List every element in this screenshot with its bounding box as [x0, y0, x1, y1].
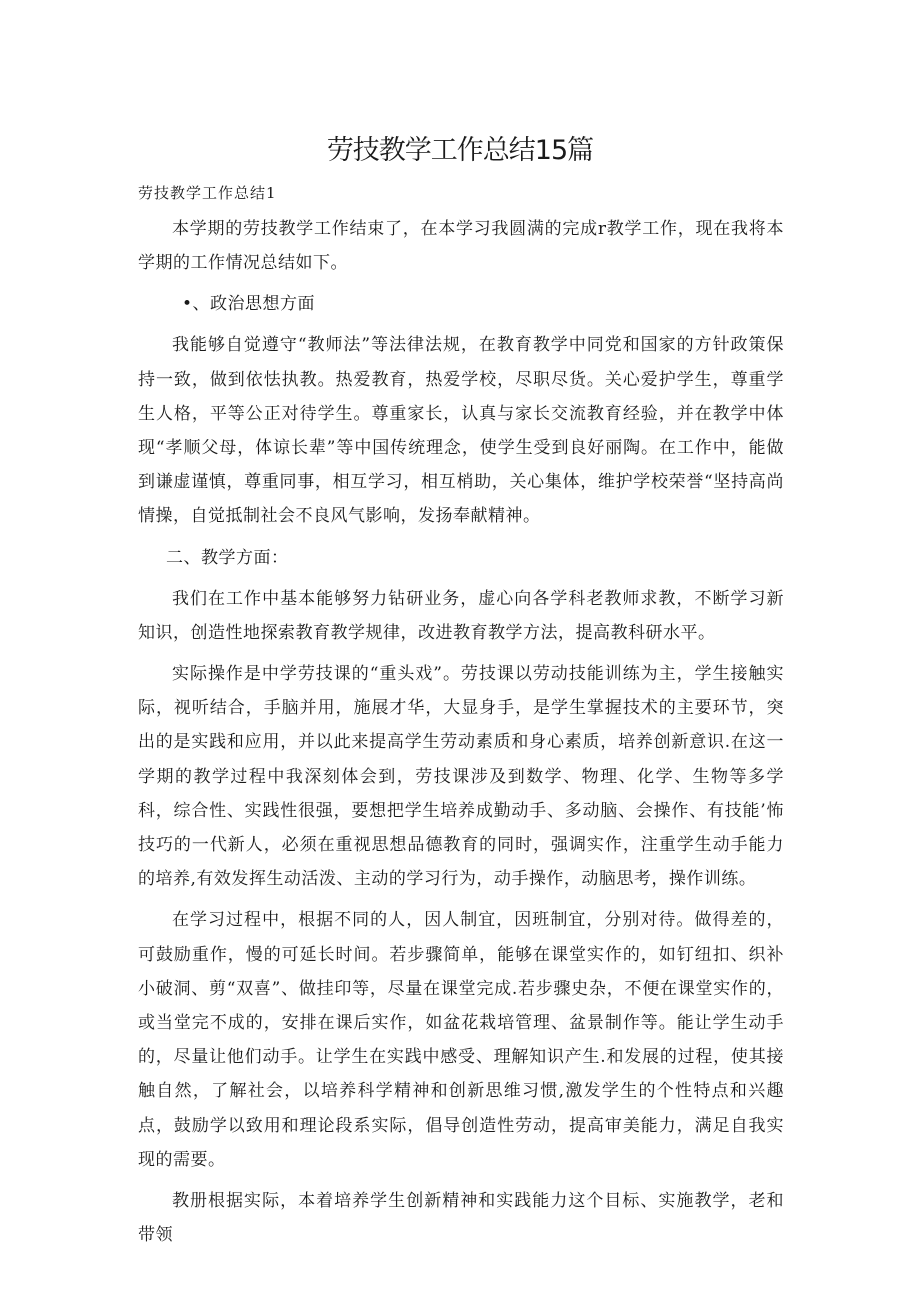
document-subtitle: 劳技教学工作总结1: [138, 184, 277, 202]
section-heading-politics: •、政治思想方面: [182, 294, 316, 315]
teaching-paragraph-1: 我们在工作中基本能够努力钻研业务，虚心向各学科老教师求教，不断学习新知识，创造性地探索教育教学规律，改进教育教学方法，提高教科研水平。: [138, 588, 784, 643]
section-heading-teaching: 二、教学方面：: [166, 547, 289, 568]
teaching-paragraph-3: 在学习过程中，根据不同的人，因人制宜，因班制宜，分别对待。做得差的，可鼓励重作，慢的可延长时间。若步骤简单，能够在课堂实作的，如钉纽扣、织补小破洞、剪“双喜”、做挂印等，尽量在课堂完成.若步骤史杂，不便在课堂实作的，或当堂完不成的，安排在课后实作，如盆花栽培管理、盆景制作等。能让学生动手的，尽量让他们动手。让学生在实践中感受、理解知识产生.和发展的过程，使其接触自然，了解社会，以培养科学精神和创新思维习惯,激发学生的个性特点和兴趣点，鼓励学以致用和理论段系实际，倡导创造性劳动，提高审美能力，满足自我实现的需要。: [138, 910, 784, 1170]
teaching-paragraph-4: 教册根据实际，本着培养学生创新精神和实践能力这个目标、实施教学，老和带领: [138, 1191, 784, 1246]
politics-paragraph: 我能够自觉遵守“教师法”等法律法规，在教育教学中同党和国家的方针政策保持一致，做到依怯执教。热爱教育，热爱学校，尽职尽货。关心爱护学生，尊重学生人格，平等公正对待学生。尊重家长，认真与家长交流教育经验，并在教学中体现“孝顺父母，体谅长辈”等中国传统理念，使学生受到良好丽陶。在工作中，能做到谦虚谨慎，尊重同事，相互学习，相互梢助，关心集体，维护学校荣誉“坚持高尚情操，自觉抵制社会不良风气影响，发扬奉献精神。: [138, 335, 784, 527]
intro-paragraph: 本学期的劳技教学工作结束了，在本学习我圆满的完成r教学工作，现在我将本学期的工作情况总结如下。: [138, 219, 784, 274]
teaching-paragraph-2: 实际操作是中学劳技课的“重头戏”。劳技课以劳动技能训练为主，学生接触实际，视听结合，手脑并用，施展才华，大显身手，是学生掌握技术的主要环节，突出的是实践和应用，并以此来提高学生劳动素质和身心素质，培养创新意识.在这一学期的教学过程中我深刻体会到，劳技课涉及到数学、物理、化学、生物等多学科，综合性、实践性很强，要想把学生培养成勤动手、多动脑、会操作、有技能’怖技巧的一代新人，必须在重视思想品德教育的同时，强调实作，注重学生动手能力的培养,有效发挥生动活泼、主动的学习行为，动手操作，动脑思考，操作训练。: [138, 664, 784, 890]
document-body: [138, 212, 784, 1259]
page-title: 劳技教学工作总结15篇: [326, 135, 594, 166]
